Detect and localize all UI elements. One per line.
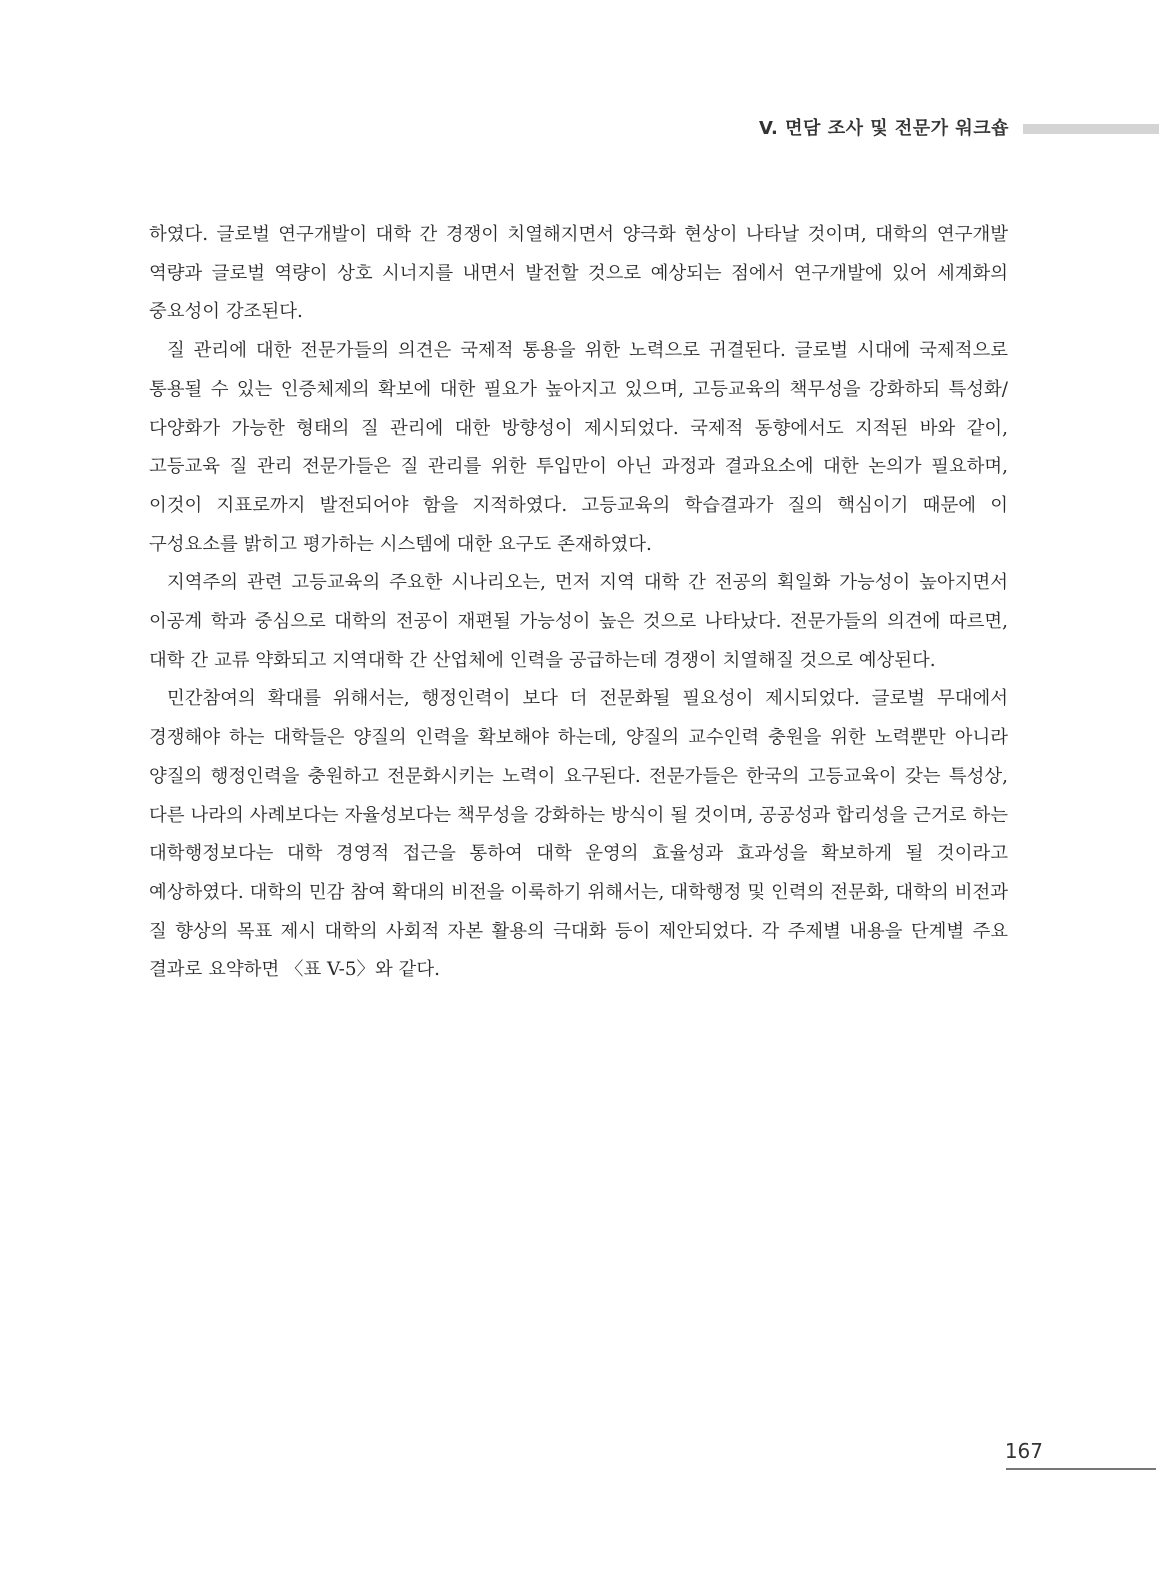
page-number: 167	[1004, 1439, 1043, 1463]
paragraph: 민간참여의 확대를 위해서는, 행정인력이 보다 더 전문화될 필요성이 제시되었다. 글로벌 무대에서 경쟁해야 하는 대학들은 양질의 인력을 확보해야 하는데, 양질의 교수인력 충원을 위한 노력뿐만 아니라 양질의 행정인력을 충원하고 전문화시키는 노력이 요구된다. 전문가들은 한국의 고등교육이 갖는 특성상, 다른 나라의 사례보다는 자율성보다는 책무성을 강화하는 방식이 될 것이며, 공공성과 합리성을 근거로 하는 대학행정보다는 대학 경영적 접근을 통하여 대학 운영의 효율성과 효과성을 확보하게 될 것이라고 예상하였다. 대학의 민감 참여 확대의 비전을 이룩하기 위해서는, 대학행정 및 인력의 전문화, 대학의 비전과 질 향상의 목표 제시 대학의 사회적 자본 활용의 극대화 등이 제안되었다. 각 주제별 내용을 단계별 주요 결과로 요약하면 〈표 V-5〉와 같다.	[149, 688, 1008, 981]
paragraph: 지역주의 관련 고등교육의 주요한 시나리오는, 먼저 지역 대학 간 전공의 획일화 가능성이 높아지면서 이공계 학과 중심으로 대학의 전공이 재편될 가능성이 높은 것으로 나타났다. 전문가들의 의견에 따르면, 대학 간 교류 약화되고 지역대학 간 산업체에 인력을 공급하는데 경쟁이 치열해질 것으로 예상된다.	[149, 572, 1008, 671]
body-text	[149, 216, 1008, 990]
running-header	[0, 114, 1159, 144]
paragraph: 하였다. 글로벌 연구개발이 대학 간 경쟁이 치열해지면서 양극화 현상이 나타날 것이며, 대학의 연구개발 역량과 글로벌 역량이 상호 시너지를 내면서 발전할 것으로 예상되는 점에서 연구개발에 있어 세계화의 중요성이 강조된다.	[149, 224, 1008, 323]
chapter-title: V. 면담 조사 및 전문가 워크숍	[758, 118, 1009, 139]
paragraph: 질 관리에 대한 전문가들의 의견은 국제적 통용을 위한 노력으로 귀결된다. 글로벌 시대에 국제적으로 통용될 수 있는 인증체제의 확보에 대한 필요가 높아지고 있으며, 고등교육의 책무성을 강화하되 특성화/다양화가 가능한 형태의 질 관리에 대한 방향성이 제시되었다. 국제적 동향에서도 지적된 바와 같이, 고등교육 질 관리 전문가들은 질 관리를 위한 투입만이 아닌 과정과 결과요소에 대한 논의가 필요하며, 이것이 지표로까지 발전되어야 함을 지적하였다. 고등교육의 학습결과가 질의 핵심이기 때문에 이 구성요소를 밝히고 평가하는 시스템에 대한 요구도 존재하였다.	[149, 340, 1008, 555]
page-number-rule	[1006, 1468, 1156, 1470]
header-bar	[1023, 124, 1159, 134]
